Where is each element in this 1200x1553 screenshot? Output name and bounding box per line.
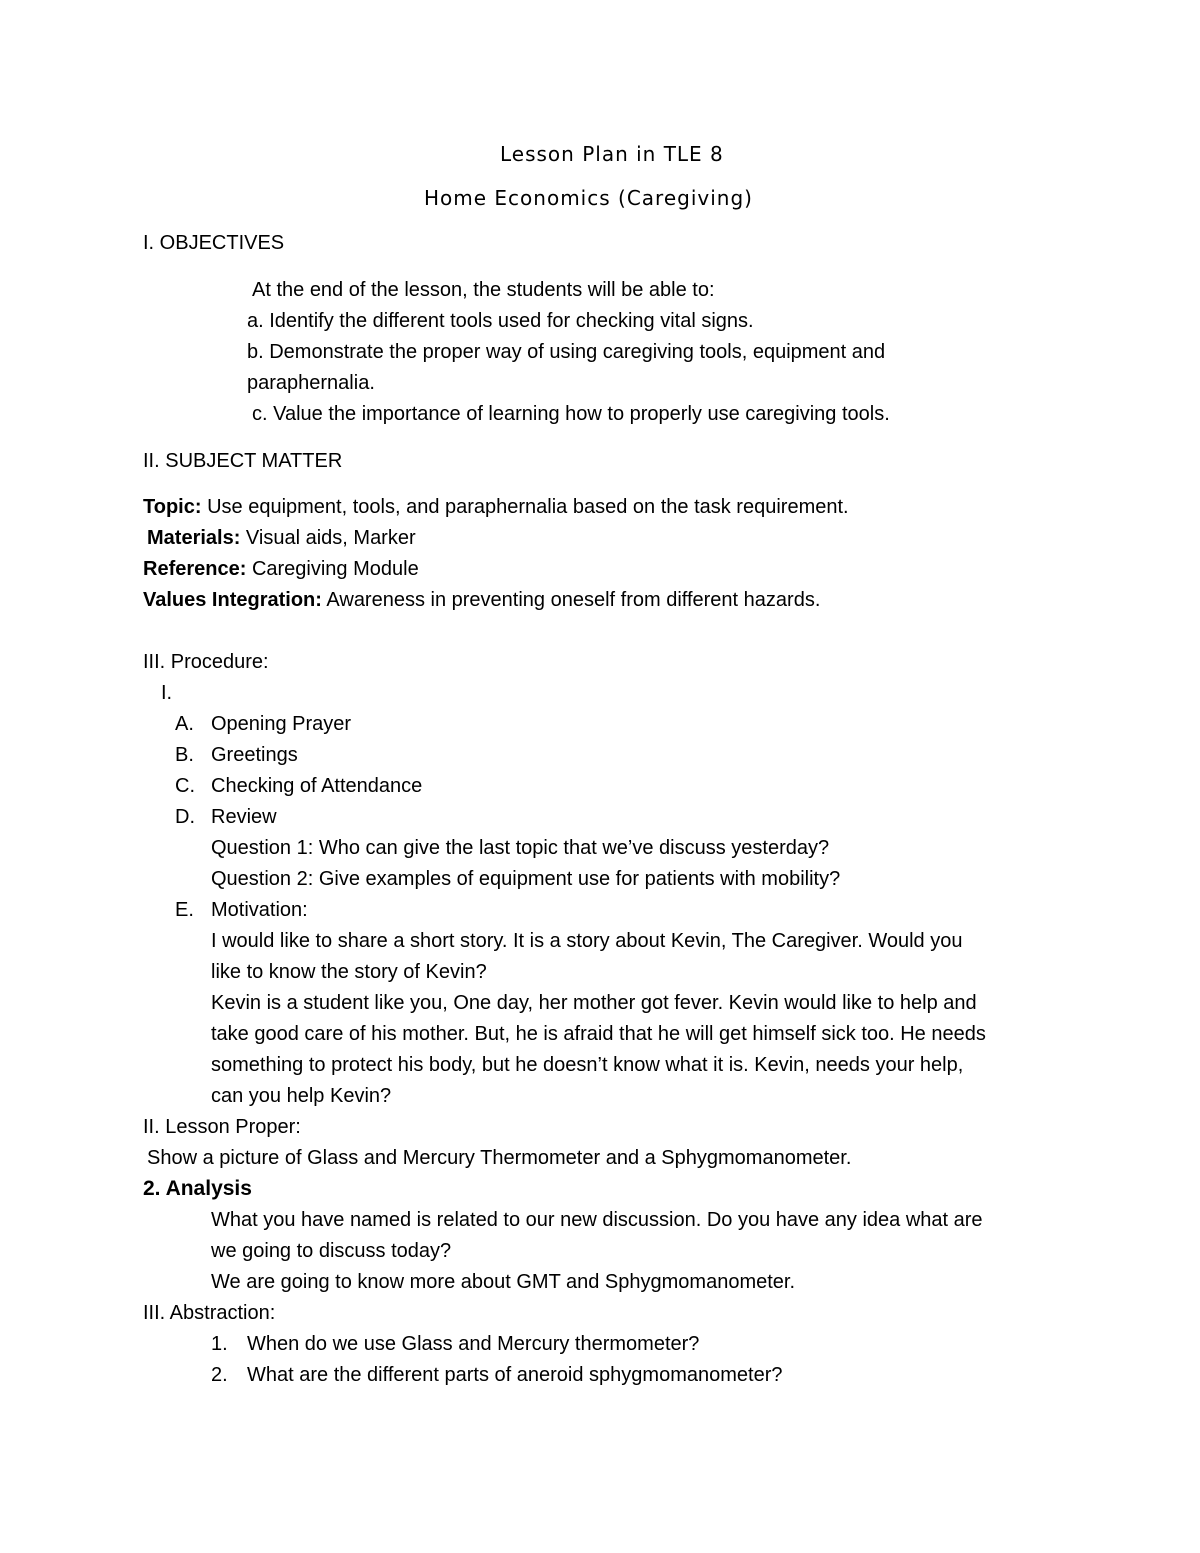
abstraction-item: What are the different parts of aneroid sphygmomanometer? (247, 1364, 783, 1386)
procedure-letter: B. (175, 744, 194, 766)
materials-value: Visual aids, Marker (240, 527, 416, 549)
topic-value: Use equipment, tools, and paraphernalia based on the task requirement. (201, 496, 849, 518)
lesson-proper-text: Show a picture of Glass and Mercury Thermometer and a Sphygmomanometer. (147, 1147, 852, 1169)
subject-matter-heading: II. SUBJECT MATTER (143, 450, 343, 472)
procedure-item: Greetings (211, 744, 298, 766)
motivation-line: like to know the story of Kevin? (211, 961, 487, 983)
reference-label: Reference: (143, 558, 247, 580)
review-question-2 (211, 867, 840, 891)
motivation-label: Motivation: (211, 899, 308, 921)
values-value: Awareness in preventing oneself from different hazards. (321, 589, 821, 611)
objective-item: b. Demonstrate the proper way of using caregiving tools, equipment and (247, 341, 886, 363)
abstraction-number: 2. (211, 1364, 228, 1386)
procedure-letter: D. (175, 806, 195, 828)
procedure-letter: C. (175, 775, 195, 797)
values-label: Values Integration: (143, 589, 322, 611)
topic-label: Topic: (143, 496, 202, 518)
question-1-text: Who can give the last topic that we’ve discuss yesterday? (313, 837, 830, 859)
objective-item: paraphernalia. (247, 372, 375, 394)
objective-item: a. Identify the different tools used for checking vital signs. (247, 310, 754, 332)
topic-line (143, 495, 849, 519)
reference-value: Caregiving Module (246, 558, 419, 580)
analysis-line: What you have named is related to our new discussion. Do you have any idea what are (211, 1209, 983, 1231)
procedure-heading: III. Procedure: (143, 651, 269, 673)
abstraction-number: 1. (211, 1333, 228, 1355)
procedure-item: Opening Prayer (211, 713, 352, 735)
procedure-roman: I. (161, 682, 173, 704)
reference-line (143, 557, 419, 581)
analysis-line: we going to discuss today? (211, 1240, 452, 1262)
page-subtitle: Home Economics (Caregiving) (424, 186, 753, 210)
analysis-line: We are going to know more about GMT and Sphygmomanometer. (211, 1271, 796, 1293)
objectives-heading: I. OBJECTIVES (143, 232, 285, 254)
motivation-line: I would like to share a short story. It is a story about Kevin, The Caregiver. Would you (211, 930, 963, 952)
objective-item: c. Value the importance of learning how to properly use caregiving tools. (252, 403, 890, 425)
lesson-proper-heading: II. Lesson Proper: (143, 1116, 301, 1138)
page-title: Lesson Plan in TLE 8 (500, 142, 724, 166)
values-line (143, 588, 820, 612)
motivation-line: Kevin is a student like you, One day, her mother got fever. Kevin would like to help and (211, 992, 977, 1014)
objectives-intro: At the end of the lesson, the students will be able to: (252, 279, 715, 301)
question-1-label: Question 1: (211, 837, 314, 859)
question-2-label: Question 2: (211, 868, 314, 890)
motivation-line: something to protect his body, but he doesn’t know what it is. Kevin, needs your help, (211, 1054, 964, 1076)
procedure-item: Review (211, 806, 277, 828)
procedure-item: Checking of Attendance (211, 775, 423, 797)
abstraction-heading: III. Abstraction: (143, 1302, 276, 1324)
question-2-text: Give examples of equipment use for patients with mobility? (313, 868, 841, 890)
abstraction-item: When do we use Glass and Mercury thermometer? (247, 1333, 700, 1355)
materials-label: Materials: (147, 527, 241, 549)
materials-line (147, 526, 416, 550)
analysis-heading: 2. Analysis (143, 1177, 252, 1200)
procedure-letter: A. (175, 713, 194, 735)
procedure-letter: E. (175, 899, 194, 921)
review-question-1 (211, 836, 829, 860)
motivation-line: take good care of his mother. But, he is afraid that he will get himself sick too. He needs (211, 1023, 986, 1045)
motivation-line: can you help Kevin? (211, 1085, 392, 1107)
